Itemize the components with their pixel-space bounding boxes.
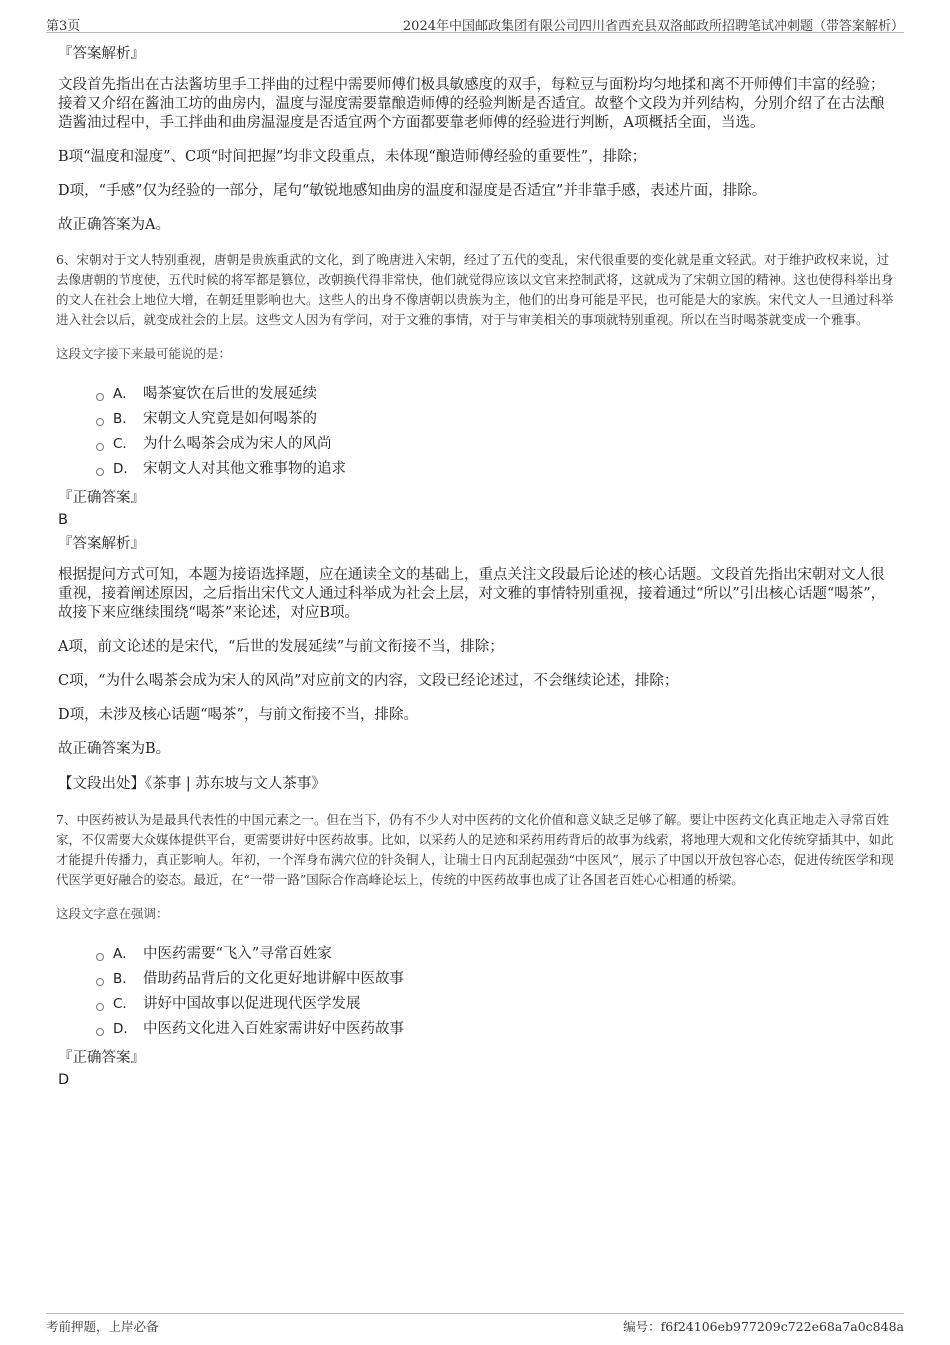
radio-icon[interactable] [96, 468, 104, 476]
option-text: 中医药需要“飞入”寻常百姓家 [143, 946, 332, 962]
q6-answer-tag: 『正确答案』 [58, 490, 145, 506]
page-footer [46, 1313, 904, 1334]
q6-analysis-tag: 『答案解析』 [58, 536, 145, 552]
footer-slogan: 考前押题，上岸必备 [46, 1319, 159, 1334]
option-letter: C． [113, 436, 136, 452]
q5-analysis-para: 文段首先指出在古法酱坊里手工拌曲的过程中需要师傅们极具敏感度的双手，每粒豆与面粉均匀地揉和离不开师傅们丰富的经验；接着又介绍在酱油工坊的曲房内，温度与湿度需要靠酿造师傅的经验判断是否适宜。故整个文段为并列结构，分别介绍了在古法酿造酱油过程中，手工拌曲和曲房温湿度是否适宜两个方面都要靠老师傅的经验进行判断，A项概括全面，当选。 [58, 77, 885, 131]
q5-conclusion: 故正确答案为A。 [58, 217, 170, 233]
q6-option-d[interactable] [96, 457, 896, 482]
q5-analysis-para: B项“温度和湿度”、C项“时间把握”均非文段重点，未体现“酿造师傅经验的重要性”，排除； [58, 149, 647, 165]
q7-option-d[interactable] [96, 1017, 896, 1042]
option-letter: B． [113, 971, 136, 987]
option-letter: D． [113, 1021, 137, 1037]
q6-source: 【文段出处】《茶事 | 苏东坡与文人茶事》 [58, 776, 326, 792]
option-letter: B． [113, 411, 136, 427]
radio-icon[interactable] [96, 953, 104, 961]
page-header [46, 14, 904, 33]
q6-text: 6、宋朝对于文人特别重视，唐朝是贵族重武的文化，到了晚唐进入宋朝，经过了五代的变乱，宋代很重要的变化就是重文轻武。对于维护政权来说，过去像唐朝的节度使，五代时候的将军都是篡位，改朝换代得非常快，他们就觉得应该以文官来控制武将，这就成为了宋朝立国的精神。这也使得科举出身的文人在社会上地位大增，在朝廷里影响也大。这些人的出身不像唐朝以贵族为主，他们的出身可能是平民，也可能是大的家族。宋代文人一旦通过科举进入社会以后，就变成社会的上层。这些文人因为有学问，对于文雅的事情，对于与审美相关的事项就特别重视。所以在当时喝茶就变成一个雅事。 [56, 252, 894, 327]
q7-option-b[interactable] [96, 967, 896, 992]
option-text: 讲好中国故事以促进现代医学发展 [143, 996, 361, 1012]
q6-answer: B [58, 512, 68, 528]
radio-icon[interactable] [96, 418, 104, 426]
option-text: 喝茶宴饮在后世的发展延续 [143, 386, 317, 402]
option-letter: D． [113, 461, 137, 477]
option-letter: A． [113, 946, 136, 962]
q7-option-a[interactable] [96, 942, 896, 967]
q7-answer: D [58, 1072, 70, 1088]
radio-icon[interactable] [96, 978, 104, 986]
document-title: 2024年中国邮政集团有限公司四川省西充县双洛邮政所招聘笔试冲刺题（带答案解析） [402, 19, 904, 34]
page-content [56, 44, 896, 1094]
radio-icon[interactable] [96, 1003, 104, 1011]
q7-option-c[interactable] [96, 992, 896, 1017]
option-letter: A． [113, 386, 136, 402]
option-text: 宋朝文人对其他文雅事物的追求 [143, 461, 346, 477]
q6-analysis-para: D项，未涉及核心话题“喝茶”，与前文衔接不当，排除。 [58, 707, 418, 723]
option-text: 宋朝文人究竟是如何喝茶的 [143, 411, 317, 427]
q6-conclusion: 故正确答案为B。 [58, 741, 171, 757]
q6-options [96, 382, 896, 482]
q6-analysis-para: 根据提问方式可知，本题为接语选择题，应在通读全文的基础上，重点关注文段最后论述的核心话题。文段首先指出宋朝对文人很重视，接着阐述原因，之后指出宋代文人通过科举成为社会上层，对文雅的事情特别重视，接着通过“所以”引出核心话题“喝茶”，故接下来应继续围绕“喝茶”来论述，对应B项。 [58, 567, 886, 621]
radio-icon[interactable] [96, 393, 104, 401]
option-text: 中医药文化进入百姓家需讲好中医药故事 [143, 1021, 404, 1037]
q6-analysis-para: A项，前文论述的是宋代，“后世的发展延续”与前文衔接不当，排除； [58, 639, 504, 655]
q6-prompt: 这段文字接下来最可能说的是： [56, 346, 232, 361]
q5-analysis-tag: 『答案解析』 [58, 46, 145, 62]
option-text: 借助药品背后的文化更好地讲解中医故事 [143, 971, 404, 987]
page-number: 第3页 [46, 19, 81, 34]
q7-text: 7、中医药被认为是最具代表性的中国元素之一。但在当下，仍有不少人对中医药的文化价值和意义缺乏足够了解。要让中医药文化真正地走入寻常百姓家，不仅需要大众媒体提供平台，更需要讲好中医药故事。比如，以采药人的足迹和采药用药背后的故事为线索，将地理大观和文化传统穿插其中，如此才能提升传播力，真正影响人。年初，一个浑身布满穴位的针灸铜人，让瑞士日内瓦刮起强劲“中医风”，展示了中国以开放包容心态，促进传统医学和现代医学更好融合的姿态。最近，在“一带一路”国际合作高峰论坛上，传统的中医药故事也成了让各国老百姓心心相通的桥梁。 [56, 812, 894, 887]
radio-icon[interactable] [96, 1028, 104, 1036]
radio-icon[interactable] [96, 443, 104, 451]
option-letter: C． [113, 996, 136, 1012]
q6-analysis-para: C项，“为什么喝茶会成为宋人的风尚”对应前文的内容，文段已经论述过，不会继续论述，排除； [58, 673, 679, 689]
q7-options [96, 942, 896, 1042]
q7-prompt: 这段文字意在强调： [56, 906, 169, 921]
q5-analysis-para: D项，“手感”仅为经验的一部分，尾句“敏锐地感知曲房的温度和湿度是否适宜”并非靠手感，表述片面，排除。 [58, 183, 767, 199]
document-code: 编号：f6f24106eb977209c722e68a7a0c848a [623, 1319, 904, 1334]
q6-option-b[interactable] [96, 407, 896, 432]
option-text: 为什么喝茶会成为宋人的风尚 [143, 436, 332, 452]
q6-option-a[interactable] [96, 382, 896, 407]
q7-answer-tag: 『正确答案』 [58, 1050, 145, 1066]
q6-option-c[interactable] [96, 432, 896, 457]
